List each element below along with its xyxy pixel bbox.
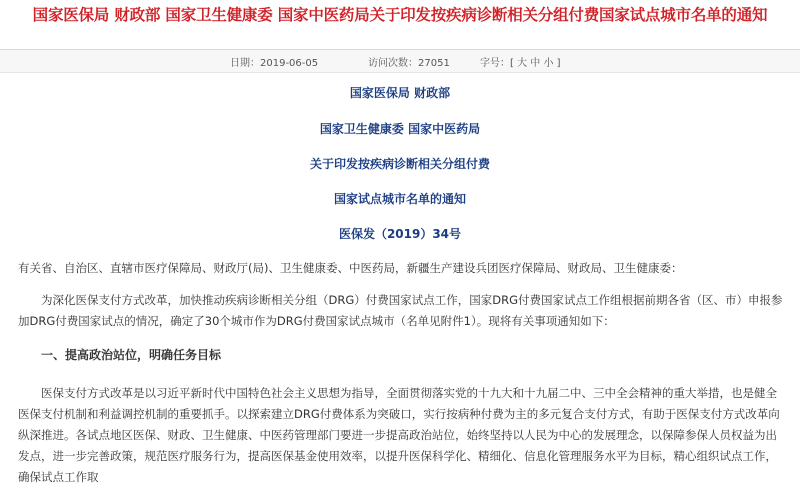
article-meta-bar	[0, 49, 800, 73]
font-size-small-link[interactable]: 小	[543, 58, 554, 69]
font-size-label: 字号：[	[480, 58, 514, 69]
section-1-title: 一、提高政治站位，明确任务目标	[41, 348, 222, 362]
font-size-medium-link[interactable]: 中	[530, 58, 541, 69]
font-size-switcher	[480, 54, 561, 69]
intro-paragraph: 为深化医保支付方式改革，加快推动疾病诊断相关分组（DRG）付费国家试点工作，国家DRG付费国家试点工作组根据前期各省（区、市）申报参加DRG付费国家试点的情况，确定了30个城市作为DRG付费国家试点城市（名单见附件1）。现将有关事项通知如下：	[18, 293, 783, 328]
article-title: 国家医保局 财政部 国家卫生健康委 国家中医药局关于印发按疾病诊断相关分组付费国家试点城市名单的通知	[32, 6, 768, 24]
section-1-paragraph: 医保支付方式改革是以习近平新时代中国特色社会主义思想为指导，全面贯彻落实党的十九大和十九届二中、三中全会精神的重大举措，也是健全医保支付机制和利益调控机制的重要抓手。以探索建立DRG付费体系为突破口，实行按病种付费为主的多元复合支付方式，有助于医保支付方式改革向纵深推进。各试点地区医保、财政、卫生健康、中医药管理部门要进一步提高政治站位，始终坚持以人民为中心的发展理念，以保障参保人员权益为出发点，进一步完善政策，规范医疗服务行为，提高医保基金使用效率，以提升医保科学化、精细化、信息化管理服务水平为目标，精心组织试点工作，确保试点工作取	[18, 386, 780, 484]
issuer-heading-2: 国家卫生健康委 国家中医药局	[319, 122, 481, 136]
view-count: 访问次数：27051	[368, 58, 450, 69]
document-number: 医保发（2019）34号	[338, 227, 462, 241]
font-size-bracket: ]	[556, 58, 561, 69]
font-size-large-link[interactable]: 大	[517, 58, 528, 69]
publish-date: 日期：2019-06-05	[230, 58, 319, 69]
notice-title-line-1: 关于印发按疾病诊断相关分组付费	[309, 157, 490, 171]
notice-title-line-2: 国家试点城市名单的通知	[333, 192, 466, 206]
issuer-heading-1: 国家医保局 财政部	[349, 86, 451, 100]
addressee-paragraph: 有关省、自治区、直辖市医疗保障局、财政厅(局)、卫生健康委、中医药局，新疆生产建设兵团医疗保障局、财政局、卫生健康委：	[18, 261, 683, 275]
